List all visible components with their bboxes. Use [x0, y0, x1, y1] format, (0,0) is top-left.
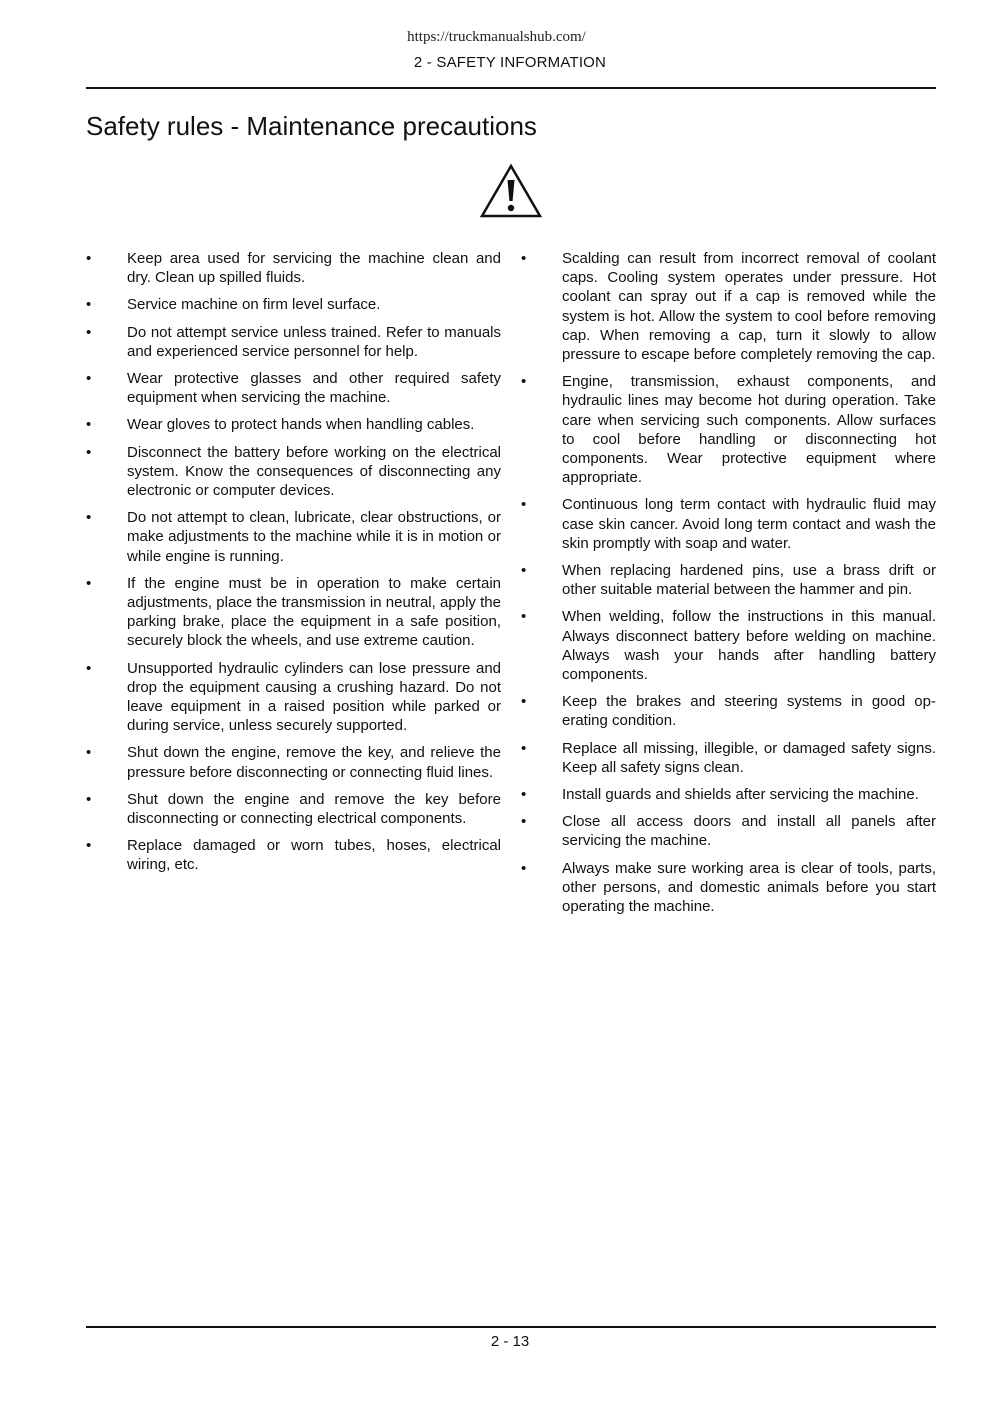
page-title: Safety rules - Maintenance precautions	[86, 111, 537, 141]
bullet: •	[86, 370, 92, 388]
list-item	[521, 561, 936, 599]
list-item	[86, 415, 501, 434]
list-item-text: Unsupported hydraulic cylinders can lose pressure and drop the equipment causing a crushing hazard. Do not leave equipment in a raised position while parked or during service, unless securely supported.	[127, 659, 501, 735]
bullet: •	[86, 416, 92, 434]
bullet: •	[86, 574, 92, 592]
bullet: •	[86, 443, 92, 461]
list-item	[86, 443, 501, 501]
list-item-text: Keep area used for servicing the machine clean and dry. Clean up spilled fluids.	[127, 250, 501, 287]
list-item	[86, 659, 501, 736]
bullet: •	[86, 790, 92, 808]
list-item	[521, 372, 936, 487]
list-item-text: Disconnect the battery before working on the electrical system. Know the consequences of disconnecting any electronic or computer devices.	[127, 443, 501, 500]
list-item	[86, 743, 501, 781]
list-item-text: When welding, follow the instructions in this manual. Always disconnect battery before welding on machine. Always wash your hands after handling battery components.	[562, 608, 936, 684]
list-item-text: Do not attempt to clean, lubricate, clear obstructions, or make adjustments to the machine while it is in motion or while engine is running.	[127, 509, 501, 565]
list-item	[86, 574, 501, 651]
bullet: •	[521, 496, 527, 514]
section-header: 2 - SAFETY INFORMATION	[413, 54, 607, 71]
list-item-text: If the engine must be in operation to make certain adjustments, place the transmission in neutral, apply the parking brake, place the equipment in a safe position, securely block the wheels, and use extreme caution.	[127, 574, 501, 650]
bullet: •	[521, 562, 527, 580]
bullet: •	[521, 739, 527, 757]
list-item	[521, 739, 936, 777]
bullet: •	[521, 608, 527, 626]
list-item	[521, 607, 936, 684]
bullet: •	[521, 786, 527, 804]
warning-triangle-icon	[479, 163, 543, 219]
bullet: •	[521, 859, 527, 877]
list-item-text: Shut down the engine and remove the key before disconnecting or connecting electrical components.	[127, 790, 501, 828]
list-item-text: Keep the brakes and steering systems in good operating condition.	[562, 693, 936, 730]
list-item-text: Scalding can result from incorrect removal of coolant caps. Cooling system operates under pressure. Hot coolant can spray out if a cap is removed while the system is hot. Allow the system to cool before removing cap. When removing a cap, turn it slowly to allow pressure to escape before completely removing the cap.	[562, 250, 936, 364]
list-item-text: Service machine on firm level surface.	[127, 296, 381, 314]
bullet: •	[86, 509, 92, 527]
list-item	[521, 812, 936, 850]
bullet: •	[521, 373, 527, 391]
list-item	[521, 495, 936, 553]
page-number: 2 - 13	[490, 1333, 530, 1350]
left-column-list	[86, 249, 501, 883]
bullet: •	[86, 250, 92, 267]
header-divider	[86, 87, 936, 89]
footer-divider	[86, 1326, 936, 1328]
list-item-text: Replace damaged or worn tubes, hoses, electrical wiring, etc.	[127, 837, 501, 874]
list-item-text: Install guards and shields after servicing the machine.	[562, 786, 919, 804]
list-item-text: Close all access doors and install all panels after servicing the machine.	[562, 813, 936, 850]
list-item-text: Engine, transmission, exhaust components, and hydraulic lines may become hot during operation. Take care when servicing such components. Allow surfaces to cool before handling or disconnecting hot components. Wear protective equipment where appropriate.	[562, 373, 936, 487]
list-item	[86, 836, 501, 874]
bullet: •	[86, 837, 92, 855]
list-item	[86, 323, 501, 361]
right-column-list	[521, 249, 936, 924]
list-item	[521, 692, 936, 730]
bullet: •	[86, 296, 92, 314]
list-item-text: Shut down the engine, remove the key, and relieve the pressure before disconnecting or connecting fluid lines.	[127, 744, 501, 781]
bullet: •	[86, 323, 92, 341]
bullet: •	[86, 744, 92, 762]
list-item-text: Wear protective glasses and other required safety equipment when servicing the machine.	[127, 370, 501, 407]
list-item	[86, 295, 501, 314]
list-item	[86, 369, 501, 407]
list-item-text: Always make sure working area is clear of tools, parts, other persons, and domestic animals before you start operating the machine.	[562, 859, 936, 916]
list-item-text: Wear gloves to protect hands when handling cables.	[127, 416, 475, 434]
list-item-text: When replacing hardened pins, use a brass drift or other suitable material between the hammer and pin.	[562, 562, 936, 599]
list-item	[521, 249, 936, 364]
bullet: •	[521, 693, 527, 711]
bullet: •	[521, 813, 527, 831]
source-url: https://truckmanualshub.com/	[407, 29, 586, 45]
list-item	[86, 790, 501, 828]
list-item	[521, 859, 936, 917]
bullet: •	[521, 250, 527, 267]
list-item	[521, 785, 936, 804]
list-item	[86, 508, 501, 566]
bullet: •	[86, 659, 92, 677]
list-item-text: Continuous long term contact with hydraulic fluid may case skin cancer. Avoid long term contact and wash the skin promptly with soap and water.	[562, 496, 936, 552]
list-item	[86, 249, 501, 287]
list-item-text: Replace all missing, illegible, or damaged safety signs. Keep all safety signs clean.	[562, 739, 936, 776]
list-item-text: Do not attempt service unless trained. Refer to manuals and experienced service personnel for help.	[127, 323, 501, 360]
